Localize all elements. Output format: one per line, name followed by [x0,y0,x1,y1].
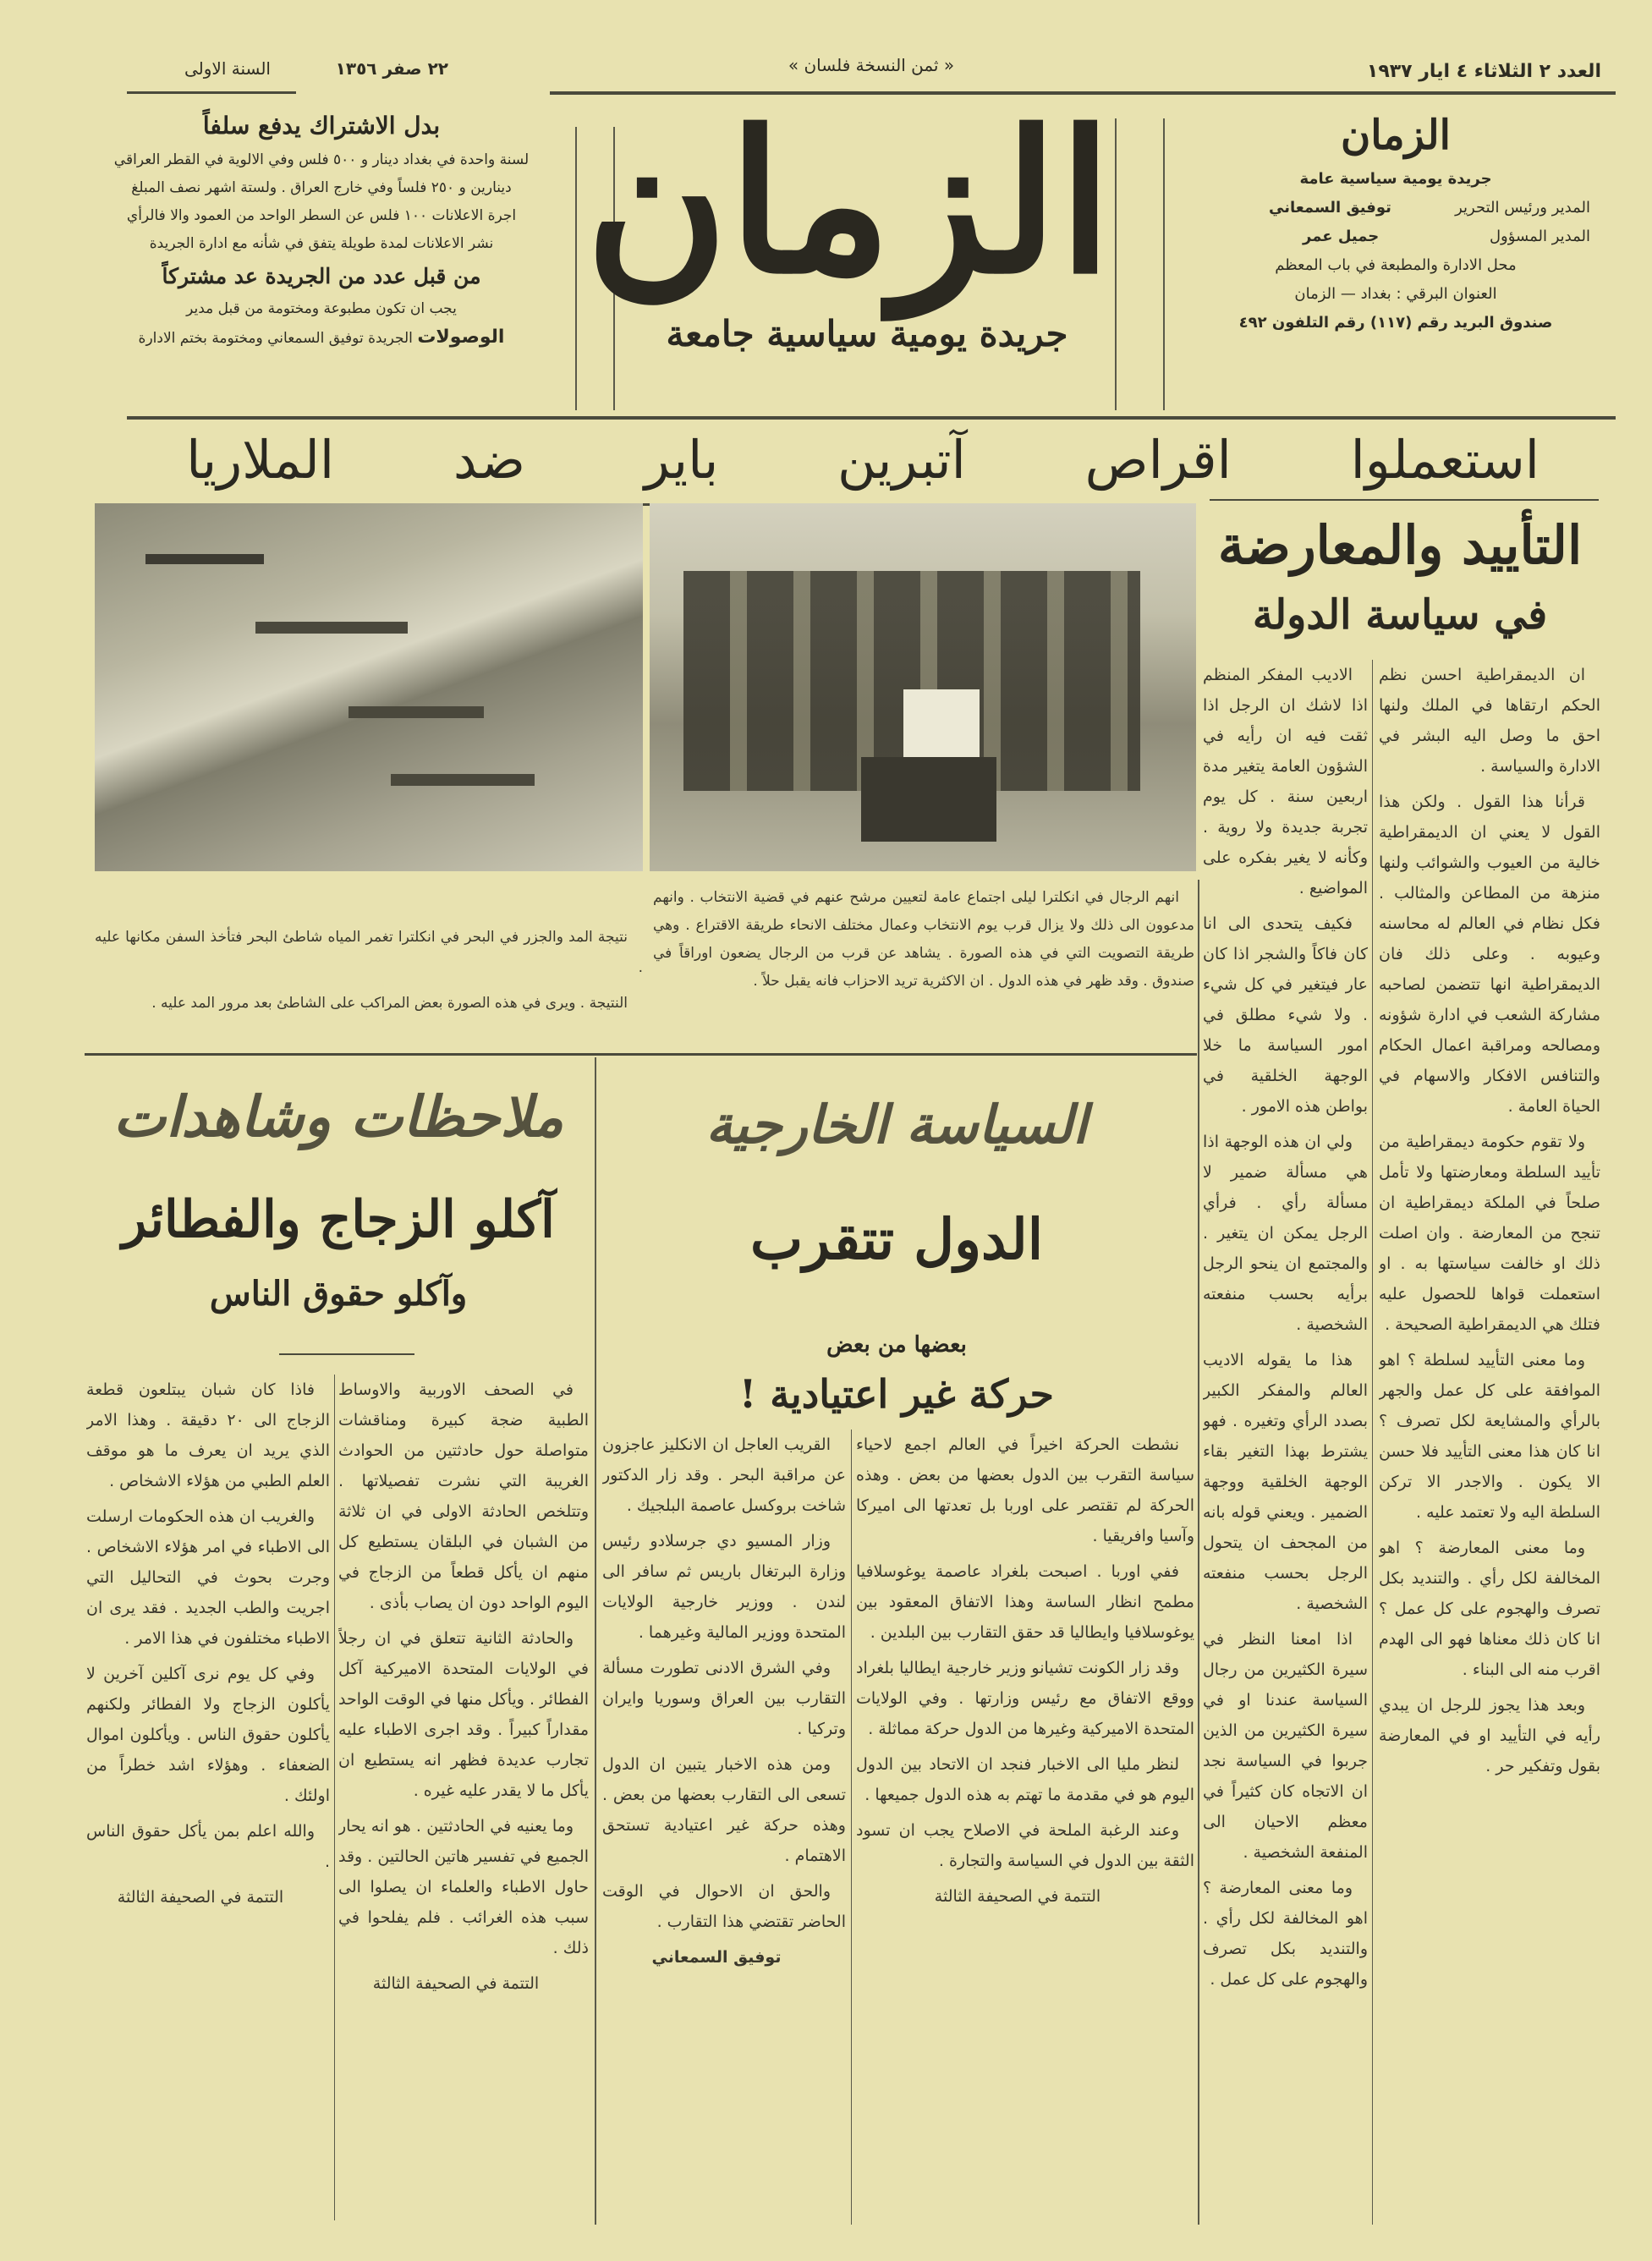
continued-note: التتمة في الصحيفة الثالثة [372,1974,540,1993]
subscription-title: بدل الاشتراك يدفع سلفاً [202,112,441,140]
issue-info: العدد ٢ الثلاثاء ٤ ايار ١٩٣٧ [1366,61,1601,82]
paragraph: وقد زار الكونت تشيانو وزير خارجية ايطاليا بلغراد ووقع الاتفاق مع رئيس وزارتها . وفي الولايات المتحدة الاميركية وغيرها من الدول حركة مماثلة . [856,1659,1194,1738]
paragraph: وزار المسيو دي جرسلادو رئيس وزارة البرتغال باريس ثم سافر الى لندن . ووزير خارجية الولايات المتحدة ووزير المالية وغيرهما . [602,1532,846,1642]
ads-rate-line: اجرة الاعلانات ١٠٠ فلس عن السطر الواحد من العمود والا فالرأي [126,207,517,224]
short-rule [279,1353,414,1355]
foreign-column-left [602,1430,846,2225]
paragraph: اذا امعنا النظر في سيرة الكثيرين من رجال السياسة عندنا او في سيرة الكثيرين من الذين جربوا في السياسة نجد ان الاتجاه كان كثيراً في معظم الاحيان الى المنفعة الشخصية . [1203,1630,1368,1862]
subscription-line: لسنة واحدة في بغداد دينار و ٥٠٠ فلس وفي الالوية في القطر العراقي [113,151,530,168]
caption-left [95,922,643,1032]
office-address: محل الادارة والمطبعة في باب المعظم [1275,256,1517,274]
author-signature: توفيق السمعاني [651,1948,782,1967]
banner-ad [186,421,1539,497]
divider [1163,118,1165,410]
receipts-label: الوصولات [417,327,505,348]
paragraph: فاذا كان شبان يبتلعون قطعة الزجاج الى ٢٠ دقيقة . وهذا الامر الذي يريد ان يعرف ما هو موقف العلم الطبي من هؤلاء الاشخاص . [86,1380,330,1490]
observations-kicker: ملاحظات وشاهدات [113,1084,564,1150]
paragraph: وما يعنيه في الحادثتين . هو انه يحار الجميع في تفسير هاتين الحالتين . وقد حاول الاطباء والعلماء ان يصلوا الى سبب هذه الغرائب . فلم يفلحوا في ذلك . [338,1817,589,1957]
ad-word: باير [644,428,719,491]
divider [851,1430,852,2225]
observations-column-left [86,1375,330,2229]
info-title: الزمان [1340,112,1452,159]
ad-word: اقراص [1084,428,1232,491]
observations-column-right [338,1375,589,2229]
paragraph: قرأنا هذا القول . ولكن هذا القول لا يعني ان الديمقراطية خالية من العيوب والشوائب ولنها منزهة من المطاعن والمثالب . فكل نظام في العالم له محاسنه وعيوبه . وعلى ذلك فان الديمقراطية انها تتضمن لصاحبه مشاركة الشعب في ادارة شؤونه ومصالحه ومراقبة اعمال الحكام والتنافس الافكار والاسهام في الحياة العامة . [1379,793,1600,1116]
editor-label: المدير ورئيس التحرير [1455,199,1590,217]
lead-column-1 [1379,660,1600,2229]
paragraph: في الصحف الاوربية والاوساط الطبية ضجة كبيرة ومناقشات متواصلة حول حادثتين من الحوادث الغريبة التي نشرت تفصيلاتها . وتتلخص الحادثة الاولى في ان ثلاثة من الشبان في البلقان يستطيع كل منهم ان يأكل قطعاً من الزجاج في اليوم الواحد دون ان يصاب بأذى . [338,1380,589,1612]
lead-title: التأييد والمعارضة [1217,514,1583,576]
year-label: السنة الاولى [184,58,271,79]
paragraph: وفي كل يوم نرى آكلين آخرين لا يأكلون الزجاج ولا الفطائر ولكنهم يأكلون حقوق الناس . ويأكلون اموال الضعفاء . وهؤلاء اشد خطراً من اولئك . [86,1665,330,1805]
paragraph: فكيف يتحدى الى انا كان فاكاً والشجر اذا كان عار فيتغير في كل شيء . ولا شيء مطلق في امور السياسة ما خلا الوجهة الخلقية في بواطن هذه الامور . [1203,914,1368,1116]
masthead-subtitle: جريدة يومية سياسية جامعة [666,313,1068,354]
paragraph: ولا تقوم حكومة ديمقراطية من تأييد السلطة ومعارضتها ولا تأمل صلحاً في الملكة ديمقراطية ان تنجح من المعارضة . وان اصلت ذلك او خالفت سياستها به . او استعملت قواها للحصول عليه فتلك هي الديمقراطية الصحيحة . [1379,1133,1600,1334]
ad-word: الملاريا [186,428,335,491]
subscriber-note: من قبل عدد من الجريدة عد مشتركاً [162,264,481,288]
foreign-title: الدول تتقرب [749,1206,1044,1272]
continued-note: التتمة في الصحيفة الثالثة [117,1888,284,1907]
divider [1372,660,1373,2225]
paragraph: وما معنى التأييد لسلطة ؟ اهو الموافقة على كل عمل والجهر بالرأي والمشايعة لكل تصرف ؟ انا كان هذا معنى التأييد فلا حسن الا يكون . والاجدر الا تركن السلطة اليه ولا تعتمد عليه . [1379,1351,1600,1522]
manager-label: المدير المسؤول [1489,228,1590,245]
hijri-date: ٢٢ صفر ١٣٥٦ [335,58,448,79]
paragraph: والحق ان الاحوال في الوقت الحاضر تقتضي هذا التقارب . [602,1882,846,1931]
subscription-line: دينارين و ٢٥٠ فلساً وفي خارج العراق . ولستة اشهر نصف المبلغ [131,179,512,196]
divider [575,127,577,410]
divider [334,1375,335,2220]
paragraph: والله اعلم بمن يأكل حقوق الناس . [86,1822,330,1871]
lead-rule [1210,499,1599,501]
paragraph: الاديب المفكر المنظم اذا لاشك ان الرجل اذا ثقت فيه ان رأيه في الشؤون العامة يتغير مدة اربعين سنة . كل يوم تجربة جديدة ولا روية . وكأنه لا يغير بفكره على المواضيع . [1203,666,1368,897]
paragraph: وبعد هذا يجوز للرجل ان يبدي رأيه في التأييد او في المعارضة بقول وتفكير حر . [1379,1696,1600,1775]
caption-middle [653,884,1194,1040]
telegraph-address: العنوان البرقي : بغداد — الزمان [1294,285,1497,303]
header-rule [127,416,1616,420]
paragraph: نشطت الحركة اخيراً في العالم اجمع لاحياء سياسة التقرب بين الدول بعضها من بعض . وهذه الحركة لم تقتصر على اوربا بل تعدتها الى اميركا وآسيا وافريقيا . [856,1435,1194,1545]
foreign-subtitle-2: حركة غير اعتيادية ! [739,1371,1054,1417]
editor-name: توفيق السمعاني [1269,199,1391,217]
divider [595,1057,596,2225]
observations-subtitle: وآكلو حقوق الناس [209,1274,468,1314]
caption-text: نتيجة المد والجزر في البحر في انكلترا تغمر المياه شاطئ البحر فتأخذ السفن مكانها عليه . [95,929,643,976]
foreign-kicker: السياسة الخارجية [705,1094,1088,1155]
ad-word: آتبرين [837,428,966,491]
photo-voting [650,503,1196,871]
paragraph: ومن هذه الاخبار يتبين ان الدول تسعى الى التقارب بعضها من بعض . وهذه حركة غير اعتيادية تستحق الاهتمام . [602,1755,846,1865]
paragraph: ان الديمقراطية احسن نظم الحكم ارتقاها في الملك ولنها احق ما وصل اليه البشر في الادارة والسياسة . [1379,666,1600,776]
manager-name: جميل عمر [1303,228,1380,245]
info-box [1201,106,1590,410]
masthead-title: الزمان [585,89,1112,317]
divider [1198,880,1199,2225]
ad-word: استعملوا [1350,428,1539,491]
paragraph: ففي اوربا . اصبحت بلغراد عاصمة يوغوسلافيا مطمح انظار الساسة وهذا الاتفاق المعقود بين يوغوسلافيا وايطاليا قد حقق التقارب بين البلدين . [856,1562,1194,1642]
lead-column-2 [1203,660,1368,2208]
foreign-column-right [856,1430,1194,2225]
caption-text: النتيجة . ويرى في هذه الصورة بعض المراكب على الشاطئ بعد مرور المد عليه . [151,995,628,1012]
lead-subtitle: في سياسة الدولة [1252,591,1548,639]
motto: « ثمن النسخة فلسان » [788,55,955,75]
subscription-box [93,106,550,353]
paragraph: هذا ما يقوله الاديب العالم والمفكر الكبير بصدد الرأي وتغيره . فهو يشترط بهذا التغير بقاء الوجهة الخلقية ووجهة الضمير . ويعني قوله بانه من المجحف ان يتحول الرجل بحسب منفعته الشخصية . [1203,1351,1368,1613]
paragraph: وما معنى المعارضة ؟ اهو المخالفة لكل رأي . والتنديد بكل تصرف والهجوم على كل عمل ؟ انا كان ذلك معناها فهو الى الهدم اقرب منه الى البناء . [1379,1539,1600,1679]
receipts-note: يجب ان تكون مطبوعة ومختومة من قبل مدير [186,300,457,317]
paragraph: ولي ان هذه الوجهة اذا هي مسألة ضمير لا مسألة رأي . فرأي الرجل يمكن ان يتغير . والمجتمع ان ينحو الرجل برأيه بحسب منفعته الشخصية . [1203,1133,1368,1334]
paragraph: لنظر مليا الى الاخبار فنجد ان الاتحاد بين الدول اليوم هو في مقدمة ما تهتم به هذه الدول جميعها . [856,1755,1194,1804]
continued-note: التتمة في الصحيفة الثالثة [934,1887,1101,1906]
photo-sea-boats [95,503,643,871]
top-rule-left [127,91,296,94]
paragraph: والحادثة الثانية تتعلق في ان رجلاً في الولايات المتحدة الاميركية آكل الفطائر . ويأكل منها في الوقت الواحد مقداراً كبيراً . وقد اجرى الاطباء عليه تجارب عديدة فظهر انه يستطيع ان يأكل ما لا يقدر عليه غيره . [338,1629,589,1800]
observations-title: آكلو الزجاج والفطائر [122,1190,555,1249]
info-desc: جريدة يومية سياسية عامة [1299,170,1492,188]
ads-rate-line: نشر الاعلانات لمدة طويلة يتفق في شأنه مع ادارة الجريدة [149,235,494,252]
foreign-subtitle: بعضها من بعض [826,1332,967,1358]
paragraph: وعند الرغبة الملحة في الاصلاح يجب ان تسود الثقة بين الدول في السياسة والتجارة . [856,1821,1194,1870]
paragraph: والغريب ان هذه الحكومات ارسلت الى الاطباء في امر هؤلاء الاشخاص . وجرت بحوث في التحاليل التي اجريت والطب الجديد . فقد يرى ان الاطباء مختلفون في هذا الامر . [86,1507,330,1648]
paragraph: وما معنى المعارضة ؟ اهو المخالفة لكل رأي . والتنديد بكل تصرف والهجوم على كل عمل . [1203,1879,1368,1989]
caption-text: انهم الرجال في انكلترا ليلى اجتماع عامة لتعيين مرشح عنهم في قضية الانتخاب . وانهم مدعوون الى ذلك ولا يزال قرب يوم الانتخاب وعمال مختلف الانحاء طريقة الاقتراع . وهي طريقة التصويت التي في هذه الصورة . يشاهد عن قرب من الرجال يضعون اوراقاً في صندوق . وقد ظهر في هذه الدول . ان الاكثرية تريد الاحزاب فانه يقبل حلاً . [653,889,1194,990]
po-box: صندوق البريد رقم (١١٧) رقم التلفون ٤٩٢ [1238,314,1553,332]
paragraph: القريب العاجل ان الانكليز عاجزون عن مراقبة البحر . وقد زار الدكتور شاخت بروكسل عاصمة البلجيك . [602,1435,846,1515]
receipts-note: الجريدة توفيق السمعاني ومختومة بختم الادارة [138,330,413,347]
divider [1115,118,1117,410]
section-rule [85,1053,1197,1056]
ad-word: ضد [453,428,526,491]
paragraph: وفي الشرق الادنى تطورت مسألة التقارب بين العراق وسوريا وايران وتركيا . [602,1659,846,1738]
